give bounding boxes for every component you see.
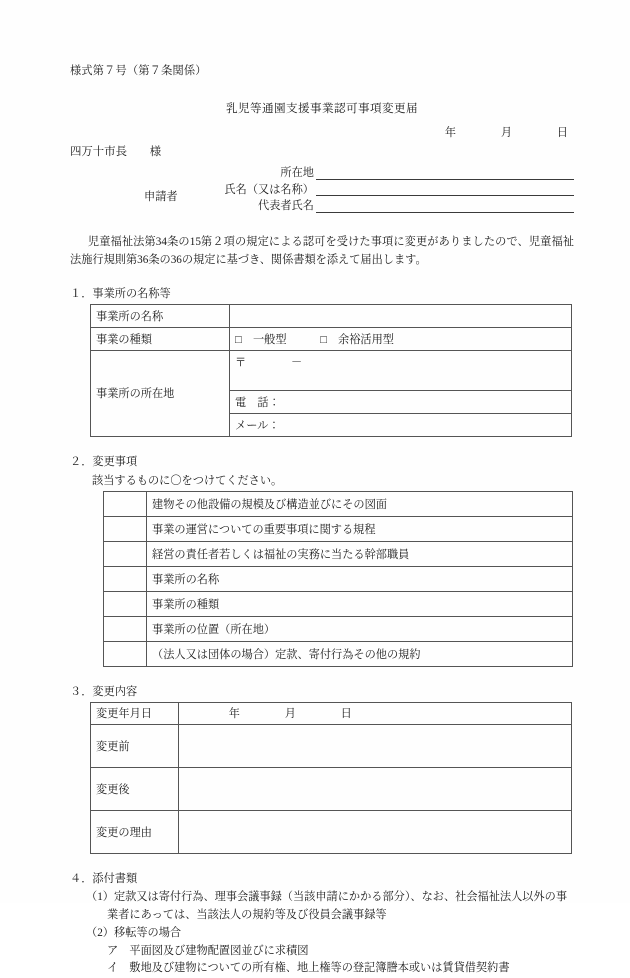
section2-instruction: 該当するものに〇をつけてください。 <box>92 474 283 487</box>
form-sheet <box>70 62 574 978</box>
section2-item1-mark[interactable] <box>104 516 147 541</box>
section2-item0-mark[interactable] <box>104 491 147 516</box>
applicant-row-name <box>206 180 574 197</box>
section1-postal-code-field[interactable]: 〒 － <box>230 350 572 390</box>
section2-item0-label: 建物その他設備の規模及び構造並びにその図面 <box>147 491 573 516</box>
section2-item2-label: 経営の責任者若しくは福祉の実務に当たる幹部職員 <box>147 541 573 566</box>
applicant-name-label: 氏名（又は名称） <box>224 183 314 196</box>
section4-item1-line2: 業者にあっては、当該法人の規約等及び役員会議事録等 <box>107 908 387 921</box>
document-title: 乳児等通園支援事業認可事項変更届 <box>226 102 418 115</box>
section4-item2-sub-b: イ 敷地及び建物についての所有権、地上権等の登記簿謄本或いは賃貸借契約書 <box>107 962 510 975</box>
section2-item6-mark[interactable] <box>104 641 147 666</box>
section2-item2-mark[interactable] <box>104 541 147 566</box>
section2-item1-label: 事業の運営についての重要事項に関する規程 <box>147 516 573 541</box>
section1-business-type-choices[interactable]: □ 一般型 □ 余裕活用型 <box>230 327 572 350</box>
table-row <box>104 616 573 641</box>
section4-heading: ４．添付書類 <box>70 872 138 885</box>
section3-before-field[interactable] <box>179 724 572 767</box>
section4-item1-line1: （1）定款又は寄付行為、理事会議事録（当該申請にかかる部分）、なお、社会福祉法人以外の事 <box>86 890 568 903</box>
applicant-address-input[interactable] <box>316 165 574 180</box>
addressee: 四万十市長 様 <box>70 146 162 158</box>
table-row <box>91 702 572 724</box>
date-line: 年 月 日 <box>444 127 568 139</box>
table-row <box>104 541 573 566</box>
applicant-name-input[interactable] <box>316 181 574 196</box>
section3-after-field[interactable] <box>179 767 572 810</box>
section4-item2: （2）移転等の場合 <box>86 926 182 939</box>
section1-telephone-field[interactable]: 電 話： <box>230 390 572 413</box>
section2-item5-mark[interactable] <box>104 616 147 641</box>
section1-email-field[interactable]: メール： <box>230 413 572 436</box>
table-row <box>91 350 572 390</box>
section2-item4-label: 事業所の種類 <box>147 591 573 616</box>
section1-heading: １．事業所の名称等 <box>70 287 171 300</box>
applicant-row-representative <box>206 196 574 213</box>
table-row <box>91 767 572 810</box>
table-row <box>104 491 573 516</box>
form-number: 様式第７号（第７条関係） <box>70 65 207 77</box>
applicant-block <box>70 163 574 213</box>
section4-item2-sub-a: ア 平面図及び建物配置図並びに求積図 <box>107 944 309 957</box>
section3-heading: ３．変更内容 <box>70 685 138 698</box>
table-row <box>104 591 573 616</box>
section1-table <box>90 304 572 437</box>
table-row <box>91 810 572 853</box>
applicant-address-label: 所在地 <box>280 167 314 180</box>
applicant-row-address <box>206 163 574 180</box>
section1-address-label: 事業所の所在地 <box>91 350 230 436</box>
applicant-representative-label: 代表者氏名 <box>258 200 314 213</box>
section3-change-date-field[interactable]: 年 月 日 <box>179 702 572 724</box>
section3-row0-label: 変更年月日 <box>91 702 179 724</box>
section2-item3-mark[interactable] <box>104 566 147 591</box>
section2-table <box>103 491 573 667</box>
section2-item6-label: （法人又は団体の場合）定款、寄付行為その他の規約 <box>147 641 573 666</box>
section1-row0-label: 事業所の名称 <box>91 304 230 327</box>
section2-heading: ２．変更事項 <box>70 455 138 468</box>
section1-row0-value[interactable] <box>230 304 572 327</box>
section2-item3-label: 事業所の名称 <box>147 566 573 591</box>
section3-reason-field[interactable] <box>179 810 572 853</box>
section2-item4-mark[interactable] <box>104 591 147 616</box>
body-paragraph <box>70 233 574 269</box>
applicant-label: 申請者 <box>144 190 178 203</box>
section3-row3-label: 変更の理由 <box>91 810 179 853</box>
table-row <box>91 304 572 327</box>
section2-item5-label: 事業所の位置（所在地） <box>147 616 573 641</box>
section3-row1-label: 変更前 <box>91 724 179 767</box>
table-row <box>91 724 572 767</box>
section3-table <box>90 702 572 854</box>
body-paragraph-text: 児童福祉法第34条の15第２項の規定による認可を受けた事項に変更がありましたので、児童福祉法施行規則第36条の36の規定に基づき、関係書類を添えて届出します。 <box>70 235 574 266</box>
section4-list <box>70 889 574 978</box>
table-row <box>104 641 573 666</box>
section3-row2-label: 変更後 <box>91 767 179 810</box>
table-row <box>104 516 573 541</box>
applicant-representative-input[interactable] <box>316 198 574 213</box>
section1-row1-label: 事業の種類 <box>91 327 230 350</box>
table-row <box>104 566 573 591</box>
table-row <box>91 327 572 350</box>
